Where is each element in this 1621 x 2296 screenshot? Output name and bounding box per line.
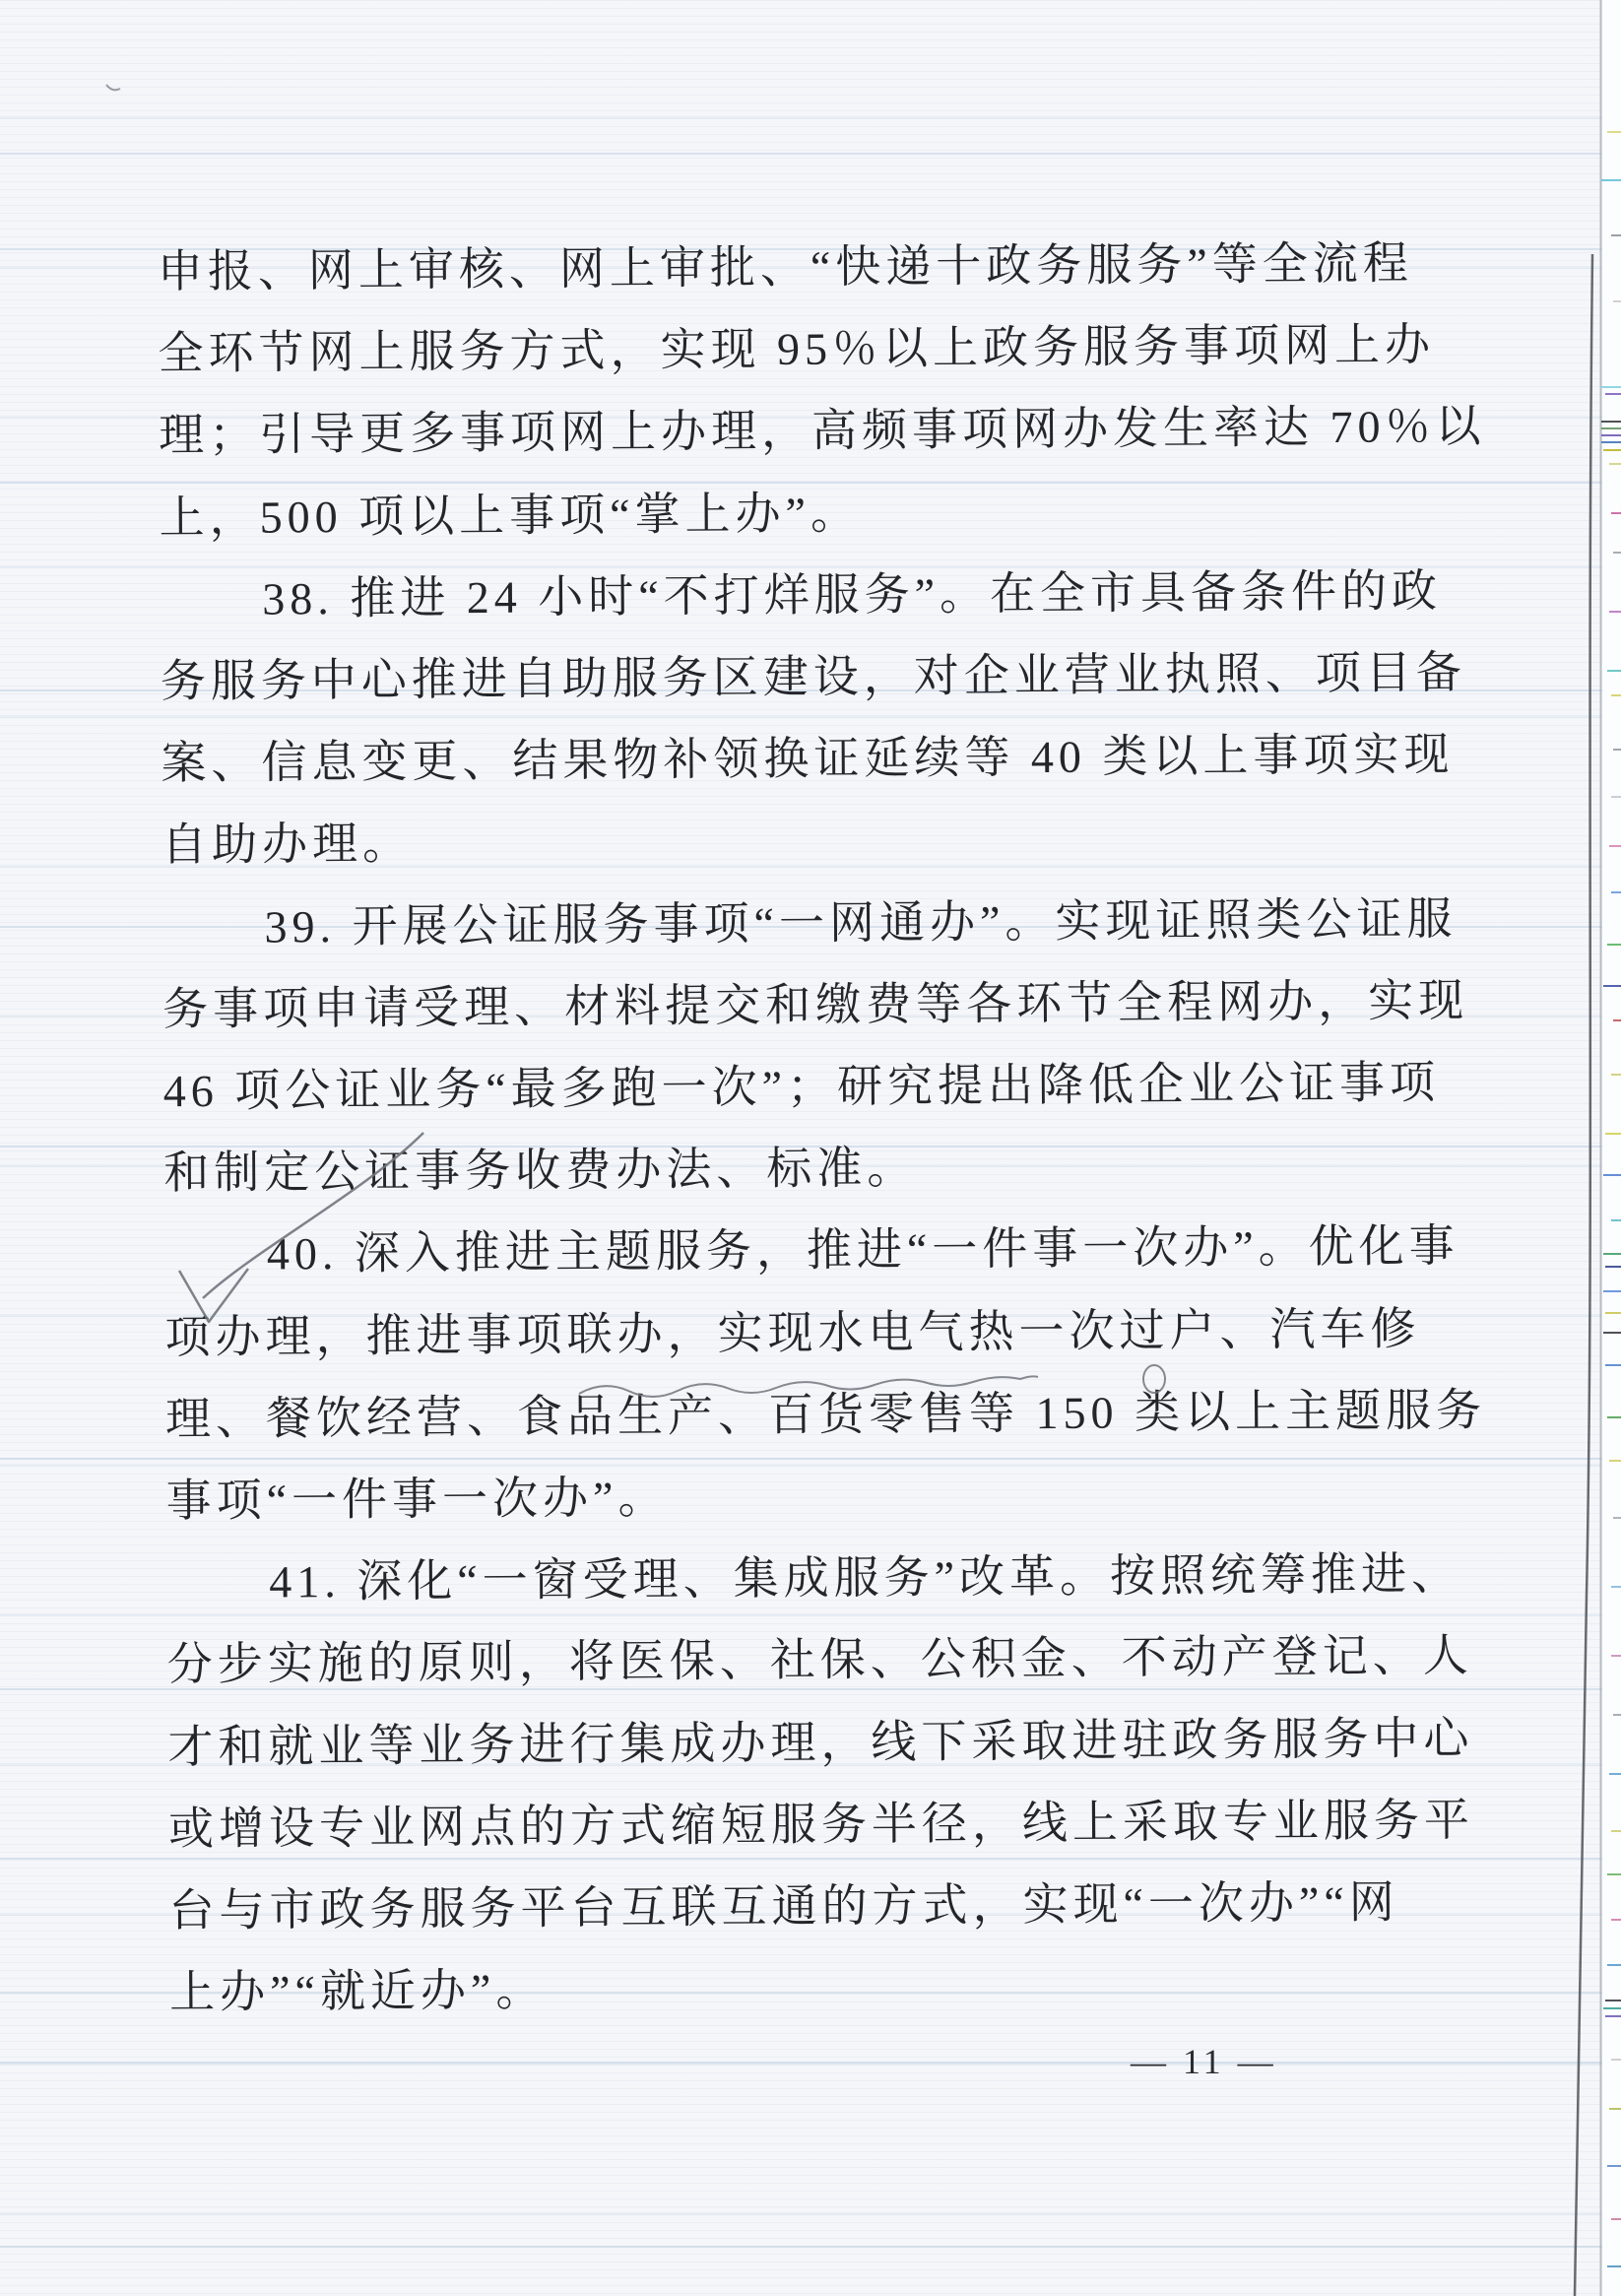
scanner-noise-dash xyxy=(1611,891,1621,893)
scanner-noise-dash xyxy=(1605,2000,1621,2001)
scanner-noise-dash xyxy=(1609,2108,1621,2110)
scanner-noise-dash xyxy=(1611,512,1621,514)
scanner-noise-dash xyxy=(1611,1919,1621,1921)
scanner-noise-dash xyxy=(1611,2059,1621,2061)
scanner-noise-dash xyxy=(1609,1460,1621,1462)
scanner-noise-dash xyxy=(1611,1830,1621,1832)
text-line: 案、信息变更、结果物补领换证延续等 40 类以上事项实现 xyxy=(161,729,1455,789)
text-line: 项办理，推进事项联办，实现水电气热一次过户、汽车修 xyxy=(164,1302,1421,1362)
text-line: 全环节网上服务方式，实现 95％以上政务服务事项网上办 xyxy=(158,319,1436,379)
scanner-noise-dash xyxy=(1605,1133,1621,1135)
scanner-noise-dash xyxy=(1607,131,1621,133)
scanner-noise-dash xyxy=(1613,300,1621,302)
scanner-noise-dash xyxy=(1601,421,1621,423)
text-line: 自助办理。 xyxy=(161,818,414,871)
scanner-noise-dash xyxy=(1601,386,1621,388)
text-line: 才和就业等业务进行集成办理，线下采取进驻政务服务中心 xyxy=(167,1712,1474,1772)
scanner-noise-dash xyxy=(1601,441,1621,443)
scanner-noise-dash xyxy=(1603,1174,1621,1176)
text-line: 41. 深化“一窗受理、集成服务”改革。按照统筹推进、 xyxy=(269,1548,1462,1607)
text-line: 务事项申请受理、材料提交和缴费等各环节全程网办，实现 xyxy=(162,974,1469,1035)
scanner-noise-dash xyxy=(1609,1773,1621,1775)
scanner-noise-dash xyxy=(1611,234,1621,236)
scanner-noise-dash xyxy=(1605,393,1621,395)
text-line: 理、餐饮经营、食品生产、百货零售等 150 类以上主题服务 xyxy=(164,1384,1487,1445)
scanner-noise-dash xyxy=(1603,1290,1621,1292)
scanner-noise-dash xyxy=(1607,670,1621,672)
scanner-noise-dash xyxy=(1613,1714,1621,1716)
scanner-noise-dash xyxy=(1605,1266,1621,1268)
scanner-noise-dash xyxy=(1607,2265,1621,2267)
scanner-noise-dash xyxy=(1609,611,1621,613)
page-number: — 11 — xyxy=(1131,2042,1277,2081)
text-line: 申报、网上审核、网上审批、“快递十政务服务”等全流程 xyxy=(157,237,1413,297)
text-line: 理；引导更多事项网上办理，高频事项网办发生率达 70％以 xyxy=(158,401,1486,461)
text-line: 事项“一件事一次办”。 xyxy=(165,1472,669,1527)
scanner-noise-dash xyxy=(1611,1074,1621,1076)
text-line: 台与市政务服务平台互联互通的方式，实现“一次办”“网 xyxy=(168,1876,1399,1936)
text-line: 40. 深入推进主题服务，推进“一件事一次办”。优化事 xyxy=(266,1220,1459,1279)
scanner-noise-dash xyxy=(1611,694,1621,696)
text-line: 上，500 项以上事项“掌上办”。 xyxy=(159,487,862,543)
scanner-noise-dash xyxy=(1601,427,1621,429)
scanner-noise-dash xyxy=(1611,1586,1621,1588)
text-line: 38. 推进 24 小时“不打烊服务”。在全市具备条件的政 xyxy=(262,565,1443,624)
scanner-noise-dash xyxy=(1603,449,1621,451)
text-line: 务服务中心推进自助服务区建设，对企业营业执照、项目备 xyxy=(160,647,1466,707)
text-line: 分步实施的原则，将医保、社保、公积金、不动产登记、人 xyxy=(166,1630,1473,1690)
scanner-noise-dash xyxy=(1605,1312,1621,1314)
scanner-noise-dash xyxy=(1613,552,1621,554)
scanner-noise-dash xyxy=(1611,1655,1621,1657)
scanner-noise-dash xyxy=(1609,463,1621,465)
scanner-noise-dash xyxy=(1607,1873,1621,1875)
text-line: 46 项公证业务“最多跑一次”；研究提出降低企业公证事项 xyxy=(162,1057,1441,1117)
text-line: 39. 开展公证服务事项“一网通办”。实现证照类公证服 xyxy=(264,892,1458,952)
text-line: 和制定公证事务收费办法、标准。 xyxy=(163,1143,918,1199)
scanner-noise-dash xyxy=(1609,845,1621,847)
scanner-noise-dash xyxy=(1603,2007,1621,2009)
scanner-noise-dash xyxy=(1603,1332,1621,1334)
scanner-noise-dash xyxy=(1607,1964,1621,1966)
scanner-noise-dash xyxy=(1611,1219,1621,1221)
scanner-noise-dash xyxy=(1601,434,1621,436)
text-line: 或增设专业网点的方式缩短服务半径，线上采取专业服务平 xyxy=(167,1794,1475,1855)
scanner-noise-dash xyxy=(1607,944,1621,946)
scanner-noise-dash xyxy=(1605,1364,1621,1366)
scanner-noise-dash xyxy=(1607,2165,1621,2167)
scanner-noise-dash xyxy=(1603,1253,1621,1255)
scanner-noise-dash xyxy=(1613,1019,1621,1021)
scanner-noise-dash xyxy=(1611,2218,1621,2220)
scanner-noise-dash xyxy=(1613,1517,1621,1519)
scanner-noise-dash xyxy=(1607,1416,1621,1418)
scanner-noise-dash xyxy=(1613,749,1621,751)
scanner-noise-dash xyxy=(1603,985,1621,987)
scanner-noise-dash xyxy=(1611,796,1621,798)
text-line: 上办”“就近办”。 xyxy=(168,1964,547,2018)
scanner-noise-dash xyxy=(1601,179,1621,181)
scanner-noise-dash xyxy=(1605,2015,1621,2017)
